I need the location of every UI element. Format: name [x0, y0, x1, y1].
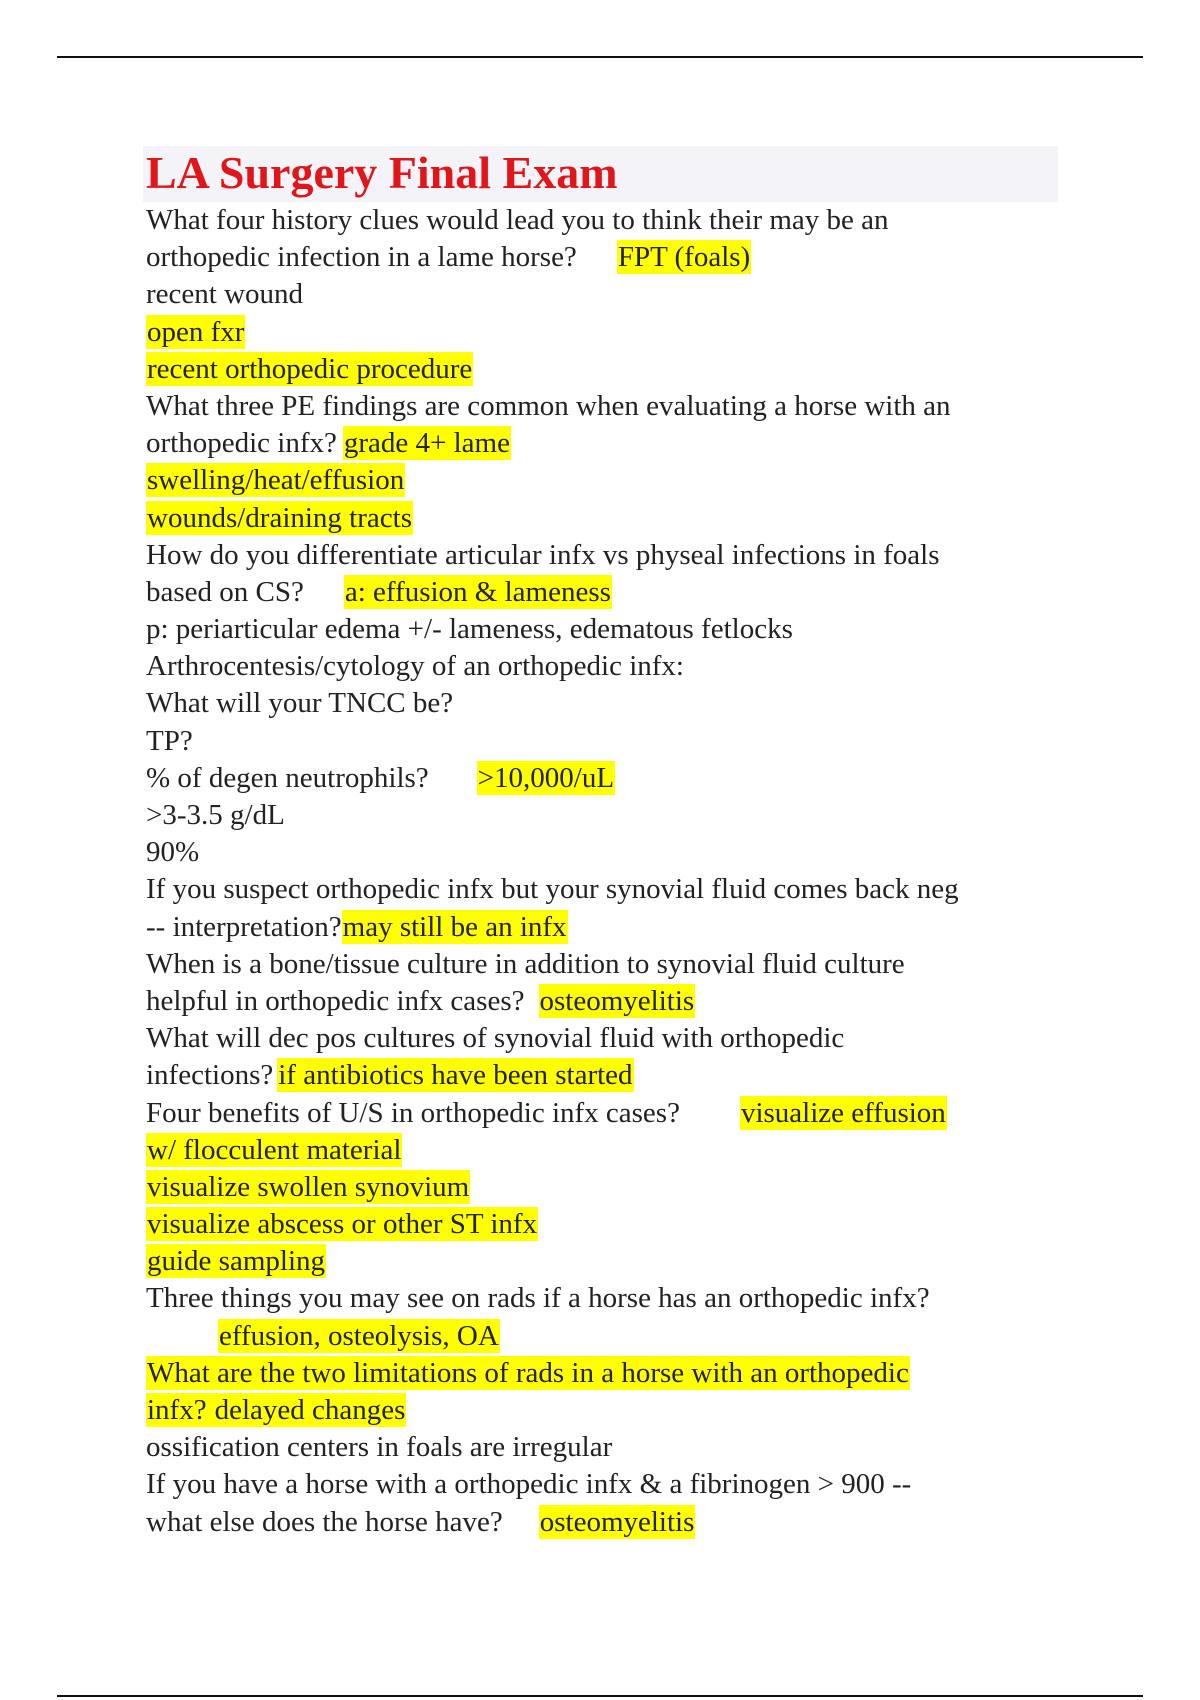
- text-line: [146, 1429, 1081, 1466]
- question-text: orthopedic infx?: [146, 427, 337, 460]
- question-text: What three PE findings are common when evaluating a horse with an: [146, 389, 951, 422]
- question-text: If you suspect orthopedic infx but your synovial fluid comes back neg: [146, 873, 959, 906]
- highlighted-answer: osteomyelitis: [539, 984, 695, 1017]
- text-line: [146, 239, 1081, 276]
- text-line: [146, 1280, 1081, 1317]
- text-line: [146, 1243, 1081, 1280]
- text-line: [146, 1132, 1081, 1169]
- highlighted-answer: FPT (foals): [617, 241, 751, 274]
- highlighted-answer: recent orthopedic procedure: [147, 352, 473, 385]
- question-text: based on CS?: [146, 575, 304, 608]
- text-line: [146, 314, 1081, 351]
- text-line: [146, 983, 1081, 1020]
- text-line: [146, 425, 1081, 462]
- text-line: [146, 1466, 1081, 1503]
- question-text: What will dec pos cultures of synovial fluid with orthopedic: [146, 1022, 845, 1055]
- answer-text: p: periarticular edema +/- lameness, edematous fetlocks: [146, 613, 793, 646]
- text-line: [146, 1057, 1081, 1094]
- text-line: [146, 760, 1081, 797]
- text-line: [146, 871, 1081, 908]
- question-text: How do you differentiate articular infx vs physeal infections in foals: [146, 538, 940, 571]
- question-text: helpful in orthopedic infx cases?: [146, 984, 525, 1017]
- highlighted-answer: effusion, osteolysis, OA: [219, 1319, 499, 1352]
- text-line: [146, 574, 1081, 611]
- answer-text: >3-3.5 g/dL: [146, 799, 285, 831]
- highlighted-question: What are the two limitations of rads in a horse with an orthopedic: [147, 1356, 909, 1389]
- text-line: [146, 1206, 1081, 1243]
- question-text: When is a bone/tissue culture in addition to synovial fluid culture: [146, 947, 905, 980]
- answer-text: recent wound: [146, 278, 304, 311]
- text-line: [146, 1095, 1081, 1132]
- highlighted-question: infx?: [147, 1394, 207, 1426]
- question-text: What four history clues would lead you to think their may be an: [146, 204, 889, 236]
- question-text: Three things you may see on rads if a horse has an orthopedic infx?: [146, 1282, 930, 1315]
- text-line: [146, 500, 1081, 537]
- highlighted-answer: visualize swollen synovium: [147, 1170, 470, 1203]
- document-title: LA Surgery Final Exam: [146, 147, 618, 198]
- highlighted-answer: open fxr: [147, 315, 245, 348]
- text-line: [146, 1318, 1081, 1355]
- highlighted-answer: guide sampling: [147, 1245, 326, 1278]
- text-line: [146, 797, 1081, 834]
- highlighted-answer: swelling/heat/effusion: [147, 464, 405, 497]
- question-text: If you have a horse with a orthopedic infx & a fibrinogen > 900 --: [146, 1468, 912, 1501]
- question-text: Arthrocentesis/cytology of an orthopedic infx:: [146, 650, 684, 683]
- highlighted-answer: grade 4+ lame: [343, 427, 510, 460]
- footer-rule: [57, 1695, 1143, 1697]
- question-text: What will your TNCC be?: [146, 687, 454, 720]
- highlighted-answer: w/ flocculent material: [147, 1133, 402, 1166]
- text-line: [146, 611, 1081, 648]
- highlighted-answer: a: effusion & lameness: [344, 575, 611, 608]
- highlighted-answer: visualize effusion: [740, 1096, 946, 1129]
- text-line: [146, 834, 1081, 871]
- question-text: TP?: [146, 724, 193, 757]
- header-rule: [57, 56, 1143, 58]
- question-text: orthopedic infection in a lame horse?: [146, 241, 577, 274]
- answer-text: 90%: [146, 836, 200, 869]
- text-line: [146, 537, 1081, 574]
- text-line: [146, 202, 1081, 239]
- text-line: [146, 462, 1081, 499]
- text-line: [146, 351, 1081, 388]
- highlighted-answer: if antibiotics have been started: [278, 1059, 633, 1092]
- highlighted-answer: may still be an infx: [342, 910, 567, 943]
- question-text: what else does the horse have?: [146, 1505, 503, 1538]
- text-line: [146, 946, 1081, 983]
- question-text: Four benefits of U/S in orthopedic infx cases?: [146, 1096, 680, 1129]
- text-line: [146, 685, 1081, 722]
- highlighted-answer: delayed changes: [207, 1393, 407, 1427]
- text-line: [146, 388, 1081, 425]
- question-text: % of degen neutrophils?: [146, 761, 429, 794]
- text-line: [146, 909, 1081, 946]
- text-line: [146, 1355, 1081, 1392]
- text-line: [146, 1392, 1081, 1429]
- text-line: [146, 723, 1081, 760]
- highlighted-answer: osteomyelitis: [539, 1505, 695, 1538]
- question-text: infections?: [146, 1059, 274, 1092]
- text-line: [146, 648, 1081, 685]
- text-line: [146, 276, 1081, 313]
- text-line: [146, 1504, 1081, 1541]
- question-text: -- interpretation?: [146, 910, 342, 943]
- highlighted-answer: visualize abscess or other ST infx: [147, 1208, 538, 1241]
- text-line: [146, 1169, 1081, 1206]
- highlighted-answer: wounds/draining tracts: [147, 501, 412, 534]
- answer-text: ossification centers in foals are irregular: [146, 1431, 613, 1464]
- document-body: [146, 202, 1081, 1541]
- text-line: [146, 1020, 1081, 1057]
- highlighted-answer: >10,000/uL: [477, 761, 615, 794]
